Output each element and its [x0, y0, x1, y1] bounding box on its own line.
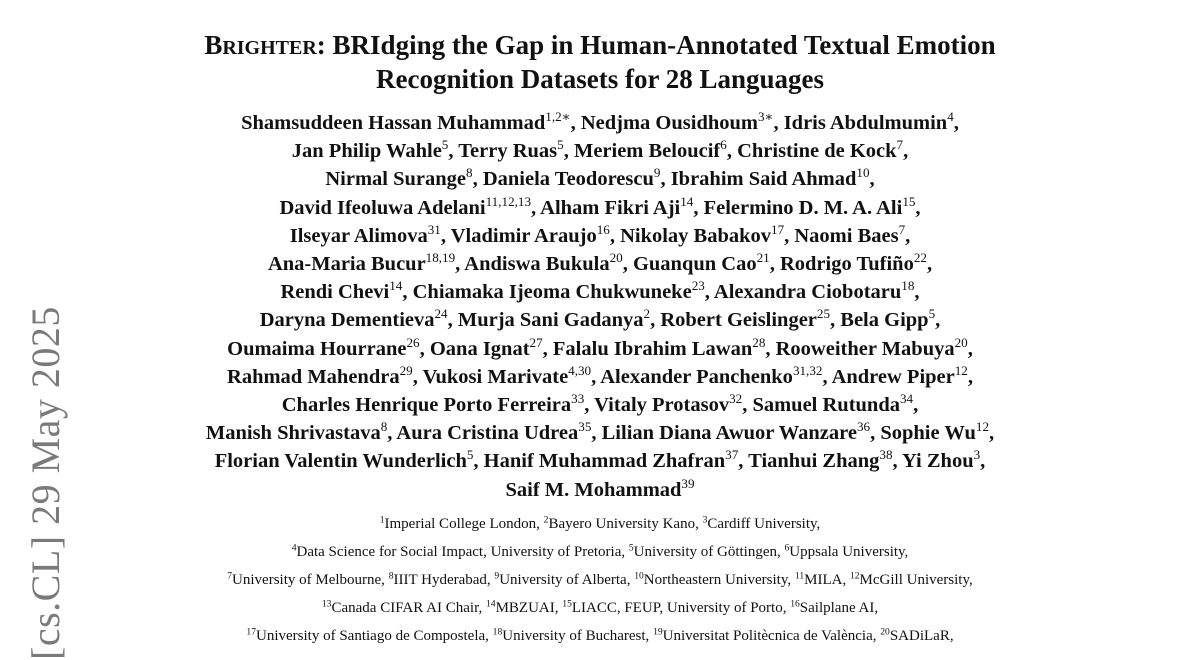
author-separator: ,: [419, 337, 425, 360]
affiliation-list: [80, 510, 1120, 650]
author: [831, 362, 973, 388]
author-separator: ,: [914, 281, 920, 304]
author: [540, 193, 699, 219]
affiliation-name: Universitat Politècnica de València,: [662, 627, 881, 644]
author-separator: ,: [989, 422, 995, 445]
author-separator: ,: [622, 253, 628, 276]
author: [227, 362, 418, 388]
author: [289, 221, 446, 247]
author: [412, 278, 710, 304]
affiliation-name: Imperial College London,: [384, 515, 544, 532]
author-affiliation-marker: 8: [466, 165, 473, 181]
author: [280, 278, 408, 304]
author-name: Charles Henrique Porto Ferreira: [281, 394, 572, 417]
affiliation-number: 14: [486, 598, 496, 610]
author-separator: ,: [591, 422, 597, 445]
author-separator: ,: [402, 281, 408, 304]
affiliation-name: University of Santiago de Compostela,: [256, 627, 493, 644]
author-separator: ,: [693, 196, 699, 219]
author: [429, 334, 548, 360]
author-name: Andrew Piper: [831, 365, 955, 388]
author-affiliation-marker: 5: [466, 447, 474, 463]
author-separator: ,: [869, 168, 875, 191]
author-affiliation-marker: 18,19: [425, 250, 456, 266]
author: [267, 250, 461, 276]
author: [291, 137, 454, 163]
author-line: [80, 419, 1120, 447]
author-name: Tianhui Zhang: [748, 450, 880, 473]
affiliation-line: [80, 594, 1120, 622]
affiliation: [494, 572, 634, 588]
author: [214, 447, 479, 473]
author-affiliation-marker: 20: [954, 334, 968, 350]
affiliation: [795, 572, 850, 588]
affiliation: [629, 544, 785, 560]
author-name: Murja Sani Gadanya: [457, 309, 644, 332]
author-affiliation-marker: 25: [816, 306, 831, 322]
author-name: Vladimir Araujo: [450, 224, 597, 247]
author-affiliation-marker: 15: [902, 193, 916, 209]
author-name: Nikolay Babakov: [620, 224, 772, 247]
author-name: Vitaly Protasov: [594, 394, 730, 417]
affiliation: [389, 572, 495, 588]
author-separator: ,: [660, 168, 666, 191]
author-name: Alexander Panchenko: [600, 365, 793, 388]
author-name: Ana-Maria Bucur: [267, 253, 426, 276]
author-affiliation-marker: 5: [557, 137, 564, 153]
author-affiliation-marker: 28: [752, 334, 766, 350]
affiliation-line: [80, 538, 1120, 566]
author-name: Felermino D. M. A. Ali: [703, 196, 903, 219]
author-name: David Ifeoluwa Adelani: [279, 196, 486, 219]
author: [794, 221, 911, 247]
author-affiliation-marker: 22: [913, 250, 927, 266]
affiliation-number: 10: [634, 570, 644, 582]
author-separator: ,: [822, 365, 828, 388]
author-affiliation-marker: 21: [756, 250, 770, 266]
affiliation-number: 1: [379, 514, 385, 526]
author-affiliation-marker: 14: [680, 193, 694, 209]
author-separator: ,: [915, 196, 921, 219]
author-affiliation-marker: 35: [578, 419, 592, 435]
author-affiliation-marker: 39: [681, 475, 695, 491]
author: [281, 391, 590, 417]
author-name: Alexandra Ciobotaru: [713, 281, 902, 304]
author: [737, 137, 909, 163]
author-separator: ,: [473, 450, 479, 473]
affiliation-name: LIACC, FEUP, University of Porto,: [571, 599, 791, 616]
author-affiliation-marker: 31: [427, 221, 441, 237]
author: [840, 306, 941, 332]
affiliation-number: 11: [794, 570, 805, 582]
author-name: Christine de Kock: [737, 140, 897, 163]
author: [632, 250, 775, 276]
author-line: [80, 306, 1120, 334]
author-name: Florian Valentin Wunderlich: [214, 450, 467, 473]
author: [396, 419, 597, 445]
author-line: [80, 109, 1120, 137]
author: [259, 306, 453, 332]
author-affiliation-marker: 9: [653, 165, 661, 181]
author: [325, 165, 478, 191]
affiliation-number: 9: [494, 570, 500, 582]
author-separator: ,: [531, 196, 537, 219]
author-separator: ,: [905, 224, 911, 247]
author-name: Daryna Dementieva: [259, 309, 435, 332]
author-line: [80, 222, 1120, 250]
author-separator: ,: [870, 422, 876, 445]
author: [594, 391, 748, 417]
author: [458, 137, 569, 163]
author: [482, 165, 666, 191]
author-affiliation-marker: 3∗: [757, 109, 774, 125]
author-affiliation-marker: 37: [725, 447, 739, 463]
author-name: Samuel Rutunda: [752, 394, 900, 417]
author-separator: ,: [830, 309, 836, 332]
author: [205, 419, 393, 445]
affiliation: [292, 544, 629, 560]
author-affiliation-marker: 3: [973, 447, 981, 463]
title-line-2: Recognition Datasets for 28 Languages: [376, 64, 824, 94]
affiliation: [634, 572, 795, 588]
affiliation-number: 6: [784, 542, 790, 554]
affiliation: [790, 600, 878, 616]
affiliation-name: IIIT Hyderabad,: [393, 571, 495, 588]
author-affiliation-marker: 29: [399, 362, 413, 378]
affiliation: [785, 544, 909, 560]
author-affiliation-marker: 26: [406, 334, 420, 350]
affiliation-number: 20: [880, 626, 890, 638]
author-separator: ,: [542, 337, 548, 360]
affiliation-number: 8: [388, 570, 394, 582]
author-name: Shamsuddeen Hassan Muhammad: [241, 112, 546, 134]
author-name: Vukosi Marivate: [422, 365, 569, 388]
author-affiliation-marker: 38: [879, 447, 893, 463]
author: [600, 362, 828, 388]
author-name: Jan Philip Wahle: [291, 140, 442, 163]
author-affiliation-marker: 7: [898, 221, 906, 237]
affiliation-line: [80, 566, 1120, 594]
author-separator: ,: [591, 365, 597, 388]
author-affiliation-marker: 2: [643, 306, 651, 322]
author-line: [80, 363, 1120, 391]
author-affiliation-marker: 10: [856, 165, 870, 181]
title-line-1-rest: : BRIdging the Gap in Human-Annotated Textual Emotion: [316, 30, 996, 60]
author: [227, 334, 425, 360]
author-name: Hanif Muhammad Zhafran: [483, 450, 726, 473]
author-name: Guanqun Cao: [632, 253, 757, 276]
affiliation-name: Northeastern University,: [643, 571, 795, 588]
author: [775, 334, 973, 360]
author-affiliation-marker: 20: [609, 250, 623, 266]
affiliation: [322, 600, 486, 616]
author: [601, 419, 876, 445]
title-line-1: [204, 30, 995, 60]
author: [457, 306, 656, 332]
title-smallcaps-initial: B: [204, 30, 223, 60]
author-line: [80, 447, 1120, 475]
author-separator: ,: [773, 112, 779, 134]
author-line: [80, 278, 1120, 306]
author-name: Aura Cristina Udrea: [396, 422, 579, 445]
author: [450, 221, 615, 247]
affiliation-name: SADiLaR,: [889, 627, 954, 644]
author-line: [80, 250, 1120, 278]
author-separator: ,: [769, 253, 775, 276]
author-affiliation-marker: 24: [434, 306, 448, 322]
author-separator: ,: [455, 253, 461, 276]
affiliation-name: Bayero University Kano,: [548, 515, 703, 532]
author-name: Robert Geislinger: [660, 309, 817, 332]
author-name: Rooweither Mabuya: [775, 337, 955, 360]
author-name: Rodrigo Tufiño: [779, 253, 914, 276]
author-affiliation-marker: 32: [729, 391, 743, 407]
author-separator: ,: [412, 365, 418, 388]
author-affiliation-marker: 5: [441, 137, 449, 153]
author: [779, 250, 933, 276]
paper-page: [80, 0, 1120, 650]
author-separator: ,: [953, 112, 959, 134]
author-name: Andiswa Bukula: [464, 253, 610, 276]
author-name: Yi Zhou: [902, 450, 974, 473]
author-line: [80, 476, 1120, 504]
author: [703, 193, 921, 219]
author-separator: ,: [609, 224, 615, 247]
affiliation: [703, 516, 821, 532]
author-separator: ,: [738, 450, 744, 473]
author-name: Daniela Teodorescu: [482, 168, 654, 191]
author-separator: ,: [913, 394, 919, 417]
author: [880, 419, 995, 445]
author-separator: ,: [726, 140, 732, 163]
author-separator: ,: [472, 168, 478, 191]
author-affiliation-marker: 4,30: [568, 362, 592, 378]
author-name: Ilseyar Alimova: [289, 224, 428, 247]
affiliation: [850, 572, 973, 588]
author-affiliation-marker: 31,32: [792, 362, 823, 378]
author-name: Rendi Chevi: [280, 281, 390, 304]
author-name: Ibrahim Said Ahmad: [670, 168, 857, 191]
author: [483, 447, 744, 473]
affiliation-name: MILA,: [804, 571, 850, 588]
affiliation-name: University of Alberta,: [499, 571, 635, 588]
title-smallcaps-rest: RIGHTER: [222, 37, 317, 59]
author: [505, 475, 695, 501]
author-affiliation-marker: 6: [720, 137, 727, 153]
author-affiliation-marker: 4: [947, 109, 954, 125]
author: [464, 250, 628, 276]
author: [552, 334, 771, 360]
author: [783, 109, 959, 134]
author-name: Idris Abdulmumin: [783, 112, 948, 134]
author: [279, 193, 537, 219]
affiliation: [227, 572, 388, 588]
affiliation-number: 17: [246, 626, 257, 638]
author: [241, 109, 576, 134]
author-affiliation-marker: 27: [529, 334, 543, 350]
author-name: Naomi Baes: [794, 224, 899, 247]
author-affiliation-marker: 36: [856, 419, 871, 435]
author-affiliation-marker: 23: [691, 278, 705, 294]
author: [713, 278, 920, 304]
affiliation: [880, 628, 953, 644]
affiliation-name: Sailplane AI,: [799, 599, 879, 616]
affiliation-number: 13: [321, 598, 332, 610]
affiliation-name: Uppsala University,: [789, 543, 909, 560]
author-name: Saif M. Mohammad: [505, 478, 682, 501]
author-separator: ,: [440, 224, 446, 247]
author-separator: ,: [784, 224, 790, 247]
affiliation: [493, 628, 653, 644]
affiliation-number: 4: [291, 542, 297, 554]
author-affiliation-marker: 1,2∗: [545, 109, 571, 125]
author-line: [80, 335, 1120, 363]
author-separator: ,: [980, 450, 986, 473]
author-separator: ,: [387, 422, 393, 445]
author-line: [80, 391, 1120, 419]
author-separator: ,: [704, 281, 710, 304]
author-name: Meriem Beloucif: [573, 140, 721, 163]
affiliation-name: MBZUAI,: [495, 599, 563, 616]
author: [620, 221, 790, 247]
author-name: Oana Ignat: [429, 337, 530, 360]
affiliation-number: 15: [562, 598, 572, 610]
affiliation-name: Cardiff University,: [707, 515, 821, 532]
author-name: Sophie Wu: [880, 422, 976, 445]
author-separator: ,: [650, 309, 656, 332]
affiliation-name: University of Melbourne,: [232, 571, 389, 588]
affiliation-line: [80, 622, 1120, 650]
author-name: Falalu Ibrahim Lawan: [552, 337, 753, 360]
author-affiliation-marker: 18: [901, 278, 915, 294]
author: [660, 306, 836, 332]
author-affiliation-marker: 17: [771, 221, 785, 237]
affiliation-name: McGill University,: [859, 571, 973, 588]
affiliation-number: 5: [628, 542, 634, 554]
author-affiliation-marker: 12: [975, 419, 989, 435]
author: [573, 137, 732, 163]
affiliation-number: 12: [849, 570, 860, 582]
author: [670, 165, 875, 191]
affiliation: [653, 628, 880, 644]
author-affiliation-marker: 11,12,13: [485, 193, 532, 209]
affiliation-number: 2: [543, 514, 549, 526]
author-list: [80, 109, 1120, 504]
author-affiliation-marker: 8: [380, 419, 388, 435]
arxiv-side-stamp: [cs.CL] 29 May 2025: [23, 306, 68, 660]
affiliation: [486, 600, 562, 616]
affiliation-number: 16: [790, 598, 800, 610]
affiliation-number: 18: [492, 626, 503, 638]
affiliation: [544, 516, 703, 532]
affiliation-number: 19: [653, 626, 663, 638]
author-separator: ,: [967, 337, 973, 360]
affiliation-number: 7: [227, 570, 233, 582]
author-name: Terry Ruas: [458, 140, 558, 163]
author-separator: ,: [570, 112, 576, 134]
author-line: [80, 165, 1120, 193]
affiliation-name: University of Bucharest,: [502, 627, 654, 644]
author-separator: ,: [448, 140, 454, 163]
author-affiliation-marker: 33: [571, 391, 585, 407]
author-separator: ,: [447, 309, 453, 332]
author-name: Nedjma Ousidhoum: [580, 112, 758, 134]
affiliation-name: Data Science for Social Impact, University of Pretoria,: [296, 543, 629, 560]
author-affiliation-marker: 16: [596, 221, 610, 237]
author-line: [80, 194, 1120, 222]
author-name: Lilian Diana Awuor Wanzare: [601, 422, 857, 445]
author-name: Rahmad Mahendra: [227, 365, 400, 388]
author-separator: ,: [926, 253, 933, 276]
author-line: [80, 137, 1120, 165]
author-name: Manish Shrivastava: [205, 422, 381, 445]
author-name: Alham Fikri Aji: [540, 196, 681, 219]
author-name: Oumaima Hourrane: [227, 337, 407, 360]
author-separator: ,: [892, 450, 898, 473]
author-affiliation-marker: 12: [954, 362, 968, 378]
author-affiliation-marker: 5: [928, 306, 936, 322]
author-separator: ,: [563, 140, 569, 163]
author-separator: ,: [967, 365, 973, 388]
author-separator: ,: [765, 337, 771, 360]
paper-title: [80, 30, 1120, 95]
author-separator: ,: [935, 309, 941, 332]
affiliation-line: [80, 510, 1120, 538]
author-separator: ,: [584, 394, 590, 417]
author-name: Nirmal Surange: [325, 168, 467, 191]
author: [422, 362, 597, 388]
author: [752, 391, 919, 417]
affiliation-number: 3: [702, 514, 708, 526]
affiliation-name: Canada CIFAR AI Chair,: [331, 599, 486, 616]
affiliation-name: University of Göttingen,: [633, 543, 785, 560]
affiliation: [562, 600, 790, 616]
affiliation: [380, 516, 544, 532]
author-affiliation-marker: 34: [900, 391, 914, 407]
author-separator: ,: [903, 140, 909, 163]
affiliation: [246, 628, 492, 644]
author: [580, 109, 779, 134]
author-name: Chiamaka Ijeoma Chukwuneke: [412, 281, 692, 304]
author-affiliation-marker: 7: [896, 137, 904, 153]
author-affiliation-marker: 14: [389, 278, 403, 294]
author-separator: ,: [742, 394, 748, 417]
author: [748, 447, 898, 473]
author-name: Bela Gipp: [840, 309, 929, 332]
author: [902, 447, 986, 473]
